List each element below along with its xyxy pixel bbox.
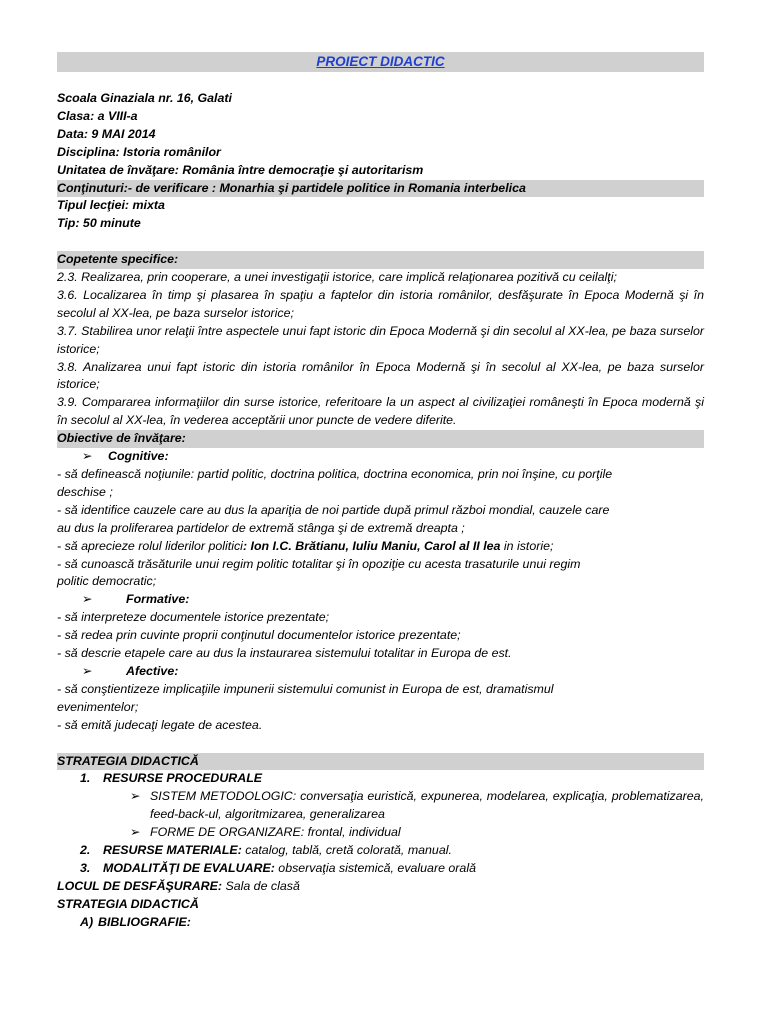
strategy-heading-2: STRATEGIA DIDACTICĂ xyxy=(57,896,199,911)
objectives-heading: Obiective de învăţare: xyxy=(57,430,704,448)
objective-item: - să interpreteze documentele istorice prezentate; xyxy=(57,610,330,625)
resources-procedural: 1. RESURSE PROCEDURALE xyxy=(80,771,263,786)
objective-item: - să identifice cauzele care au dus la apariţia de noi partide după primul război mondial, cauzele care xyxy=(57,502,610,517)
arrow-bullet-icon: ➢ xyxy=(82,592,93,607)
document-title: PROIECT DIDACTIC xyxy=(316,54,445,69)
objective-item: politic democratic; xyxy=(57,574,157,589)
resources-material: 2. RESURSE MATERIALE: catalog, tablă, cretă colorată, manual. xyxy=(80,843,452,858)
objective-item: - să definească noţiunile: partid politic, doctrina politica, doctrina economica, prin noi înşine, cu porţile xyxy=(57,467,613,482)
objective-item-leaders: - să aprecieze rolul liderilor politici: Ion I.C. Brătianu, Iuliu Maniu, Carol al II lea in istorie; xyxy=(57,538,554,553)
arrow-bullet-icon: ➢ xyxy=(130,789,141,804)
discipline-info: Disciplina: Istoria românilor xyxy=(57,144,221,159)
date-info: Data: 9 MAI 2014 xyxy=(57,126,156,141)
objective-item: evenimentelor; xyxy=(57,699,139,714)
objective-item: - să redea prin cuvinte proprii conţinutul documentelor istorice prezentate; xyxy=(57,628,461,643)
objective-item: - să descrie etapele care au dus la instaurarea sistemului totalitar in Europa de est. xyxy=(57,646,512,661)
organization-forms: ➢ FORME DE ORGANIZARE: frontal, individual xyxy=(57,824,704,842)
objective-item: au dus la proliferarea partidelor de extremă stânga şi de extremă dreapta ; xyxy=(57,520,465,535)
unit-info: Unitatea de învăţare: România între democraţie şi autoritarism xyxy=(57,162,424,177)
title-bar xyxy=(57,52,704,72)
affective-heading: ➢ Afective: xyxy=(57,663,704,681)
competence-item: 3.7. Stabilirea unor relaţii între aspectele unui fapt istoric din Epoca Modernă şi din secolul al XX-lea, pe baza surselor istorice; xyxy=(57,323,704,356)
objective-item: - să cunoască trăsăturile unui regim politic totalitar şi în opoziţie cu acesta trasaturile unui regim xyxy=(57,556,581,571)
arrow-bullet-icon: ➢ xyxy=(82,663,93,678)
lesson-type: Tipul lecţiei: mixta xyxy=(57,198,165,213)
contents-info: Conţinuturi:- de verificare : Monarhia şi partidele politice in Romania interbelica xyxy=(57,180,704,198)
class-info: Clasa: a VIII-a xyxy=(57,108,138,123)
competence-item: 3.6. Localizarea în timp şi plasarea în spaţiu a faptelor din istoria românilor, desfăşurate în Epoca Modernă şi în secolul al XX-lea, pe baza surselor istorice; xyxy=(57,287,704,320)
school-name: Scoala Ginaziala nr. 16, Galati xyxy=(57,91,232,105)
arrow-bullet-icon: ➢ xyxy=(130,825,141,840)
location-info: LOCUL DE DESFĂŞURARE: Sala de clasă xyxy=(57,878,300,893)
lesson-duration: Tip: 50 minute xyxy=(57,216,141,231)
objective-item: - să conştientizeze implicaţiile impunerii sistemului comunist in Europa de est, dramatismul xyxy=(57,681,554,696)
evaluation-methods: 3. MODALITĂŢI DE EVALUARE: observaţia sistemică, evaluare orală xyxy=(80,860,476,875)
competence-item: 2.3. Realizarea, prin cooperare, a unei investigaţii istorice, care implică relaţionarea pozitivă cu ceilalţi; xyxy=(57,270,617,285)
competence-item: 3.8. Analizarea unui fapt istoric din istoria românilor în Epoca Modernă şi în secolul al XX-lea, pe baza surselor istorice; xyxy=(57,359,704,392)
arrow-bullet-icon: ➢ xyxy=(82,449,93,464)
strategy-heading: STRATEGIA DIDACTICĂ xyxy=(57,753,704,771)
formative-heading: ➢ Formative: xyxy=(57,591,704,609)
method-system: ➢ SISTEM METODOLOGIC: conversaţia euristică, expunerea, modelarea, explicaţia, problematizarea, feed-back-ul, algoritmizarea, generalizarea xyxy=(57,788,704,824)
competence-item: 3.9. Compararea informaţiilor din surse istorice, referitoare la un aspect al civilizaţiei româneşti în Epoca modernă şi în secolul al XX-lea, în vederea acceptării unor puncte de vedere diferite. xyxy=(57,395,704,428)
competences-heading: Copetente specifice: xyxy=(57,251,704,269)
bibliography-heading: A) BIBLIOGRAFIE: xyxy=(80,914,191,929)
cognitive-heading: ➢ Cognitive: xyxy=(57,448,704,466)
lesson-plan-document xyxy=(57,52,704,932)
objective-item: deschise ; xyxy=(57,484,113,499)
objective-item: - să emită judecaţi legate de acestea. xyxy=(57,717,263,732)
